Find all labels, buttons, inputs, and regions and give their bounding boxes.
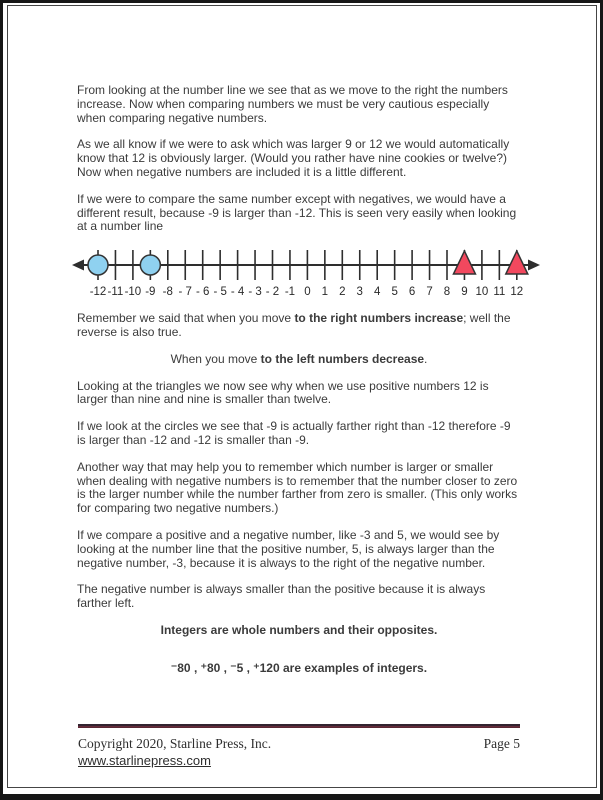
svg-text:2: 2: [339, 286, 346, 299]
paragraph-closer-to-zero: Another way that may help you to remember which number is larger or smaller when dealing with negative numbers is to remember that the number closer to zero is the larger number while the number farther from zero is smaller. (This only works for comparing two negative numbers.): [77, 459, 518, 516]
page-number: Page 5: [483, 736, 520, 751]
paragraph-number-line-intro: From looking at the number line we see that as we move to the right the numbers increase. Now when comparing numbers we must be very cautious especially when comparing negative numbers.: [77, 83, 508, 125]
paragraph-larger-9-or-12: As we all know if we were to ask which was larger 9 or 12 we would automatically know that 12 is obviously larger. (Would you rather have nine cookies or twelve?) Now when negative numbers are included it is a little different.: [77, 137, 510, 179]
svg-text:9: 9: [461, 286, 468, 299]
website-link[interactable]: www.starlinepress.com: [78, 753, 211, 768]
svg-text:-12: -12: [89, 286, 107, 299]
paragraph-circles: If we look at the circles we see that -9 is actually farther right than -12 therefore -9 is larger than -12 and -12 is smaller than -9.: [77, 419, 511, 447]
svg-text:0: 0: [304, 286, 311, 299]
svg-text:-8: -8: [162, 286, 173, 299]
bold-phrase-right-increase: to the right numbers increase: [294, 311, 464, 326]
paragraph-text: ; well the reverse is also true.: [77, 311, 511, 339]
svg-text:3: 3: [356, 286, 363, 299]
statement-text: When you move: [170, 351, 261, 366]
paragraph-positive-vs-negative: If we compare a positive and a negative number, like -3 and 5, we would see by looking at the number line that the positive number, 5, is always larger than the negative number, -3, because it is always to the right of the negative number.: [77, 527, 500, 570]
paragraph-triangles: Looking at the triangles we now see why when we use positive numbers 12 is larger than nine and nine is smaller than twelve.: [77, 378, 489, 407]
svg-text:4: 4: [373, 286, 381, 299]
paragraph-compare-negatives: If we were to compare the same number except with negatives, we would have a different result, because -9 is larger than -12. This is seen very easily when looking at a number line: [77, 191, 517, 234]
svg-text:7: 7: [426, 286, 433, 299]
svg-text:-9: -9: [145, 286, 156, 299]
integers-definition-heading: Integers are whole numbers and their opposites.: [160, 622, 438, 637]
paragraph-negative-smaller: The negative number is always smaller than the positive because it is always farther left.: [77, 582, 486, 611]
svg-text:- 6: - 6: [195, 286, 210, 299]
copyright-text: Copyright 2020, Starline Press, Inc.: [78, 736, 272, 751]
number-line-figure: [70, 248, 542, 302]
svg-text:-11: -11: [107, 286, 124, 299]
bold-phrase-left-decrease: to the left numbers decrease: [260, 351, 425, 366]
paragraph-text: Remember we said that when you move: [77, 311, 295, 326]
svg-text:-10: -10: [124, 286, 142, 299]
svg-text:- 4: - 4: [230, 286, 245, 299]
number-line-svg: [70, 248, 542, 302]
svg-text:11: 11: [493, 286, 506, 299]
integers-examples-line: ⁻80 , ⁺80 , ⁻5 , ⁺120 are examples of integers.: [170, 660, 428, 675]
centered-statement-left-decrease: [77, 353, 521, 367]
svg-text:6: 6: [408, 286, 416, 299]
document-body: [8, 6, 596, 689]
svg-text:- 3: - 3: [248, 286, 262, 299]
svg-text:1: 1: [321, 286, 329, 299]
svg-text:5: 5: [391, 286, 398, 299]
svg-text:8: 8: [443, 286, 451, 299]
svg-text:12: 12: [510, 286, 524, 299]
svg-text:-1: -1: [284, 286, 296, 299]
page-footer: [78, 724, 520, 770]
paragraph-right-numbers-increase: [77, 312, 521, 340]
svg-text:10: 10: [475, 286, 489, 299]
footer-left: [78, 735, 271, 770]
page-frame: [7, 5, 597, 788]
svg-text:- 7: - 7: [178, 286, 192, 299]
footer-rule: [78, 724, 520, 728]
svg-text:- 5: - 5: [213, 286, 227, 299]
statement-text: .: [424, 351, 428, 366]
svg-text:- 2: - 2: [265, 286, 280, 299]
